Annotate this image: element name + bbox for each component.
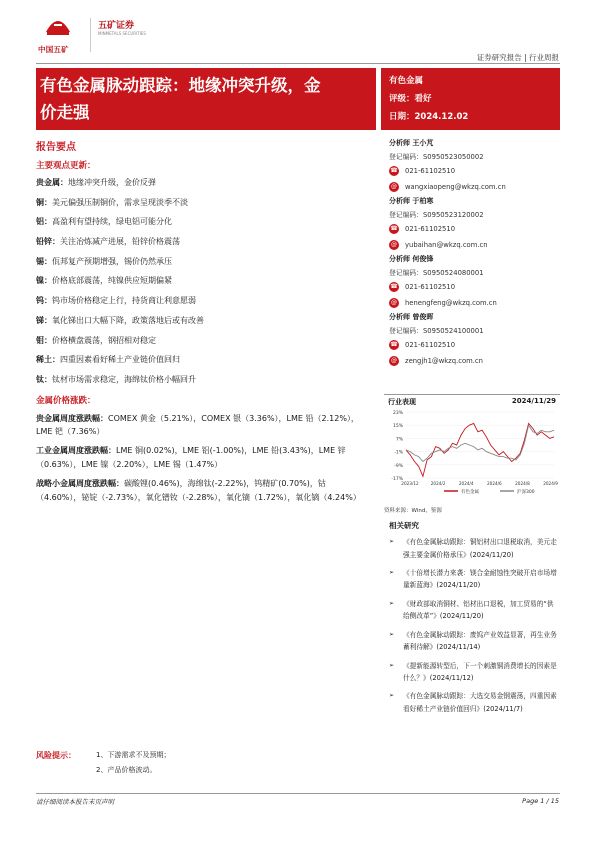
analyst-card [389,196,560,254]
price-change-category: 战略小金属周度涨跌幅： [36,478,124,488]
phone-icon: ☎ [390,167,398,174]
phone-icon: ☎ [390,225,398,232]
key-point-text: 钛材市场需求稳定，海绵钛价格小幅回升 [52,374,196,384]
analyst-email: wangxiaopeng@wkzq.com.cn [405,183,506,191]
key-point-item [36,315,368,327]
key-point-text: 氧化锑出口大幅下降，政策落地后或有改善 [52,315,204,325]
analyst-list [389,138,560,370]
risk-heading: 风险提示： [36,751,76,760]
key-point-item [36,236,368,248]
rating-box: 有色金属 评级：看好 日期：2024.12.02 [381,68,560,130]
related-report-item [389,629,560,654]
key-point-metal: 钼： [36,335,52,345]
rating: 看好 [414,94,432,104]
analyst-email-row [389,297,560,309]
industry-performance-chart [384,394,560,498]
price-heading: 金属价格涨跌： [36,395,96,406]
key-point-item [36,354,368,366]
key-point-metal: 锑： [36,315,52,325]
y-tick-label: -9% [394,463,403,469]
related-report-title: 《财政部取消铜材、铝材出口退税，加工贸易的“供给侧改革”》(2024/11/20) [403,599,554,621]
analyst-name: 分析师 于柏寒 [389,197,434,205]
arrow-right-icon: ➢ [389,692,395,700]
analyst-phone-row [389,223,560,235]
analyst-email: henengfeng@wkzq.com.cn [405,299,497,307]
arrow-right-icon: ➢ [389,538,395,545]
footer-disclaimer: 请仔细阅读本报告末页声明 [36,798,114,806]
key-point-item [36,177,368,189]
chart-date: 2024/11/29 [511,397,556,405]
related-report-title: 《有色金属脉动跟踪：铜铝材出口退税取消，美元走强主要金属价格承压》(2024/11/20) [403,538,557,559]
key-point-metal: 钛： [36,374,52,384]
related-report-title: 《提新能源转型后，下一个刺激铜消费增长的因素是什么？》(2024/11/12) [403,661,557,683]
key-point-item [36,374,368,386]
related-report-item [389,660,560,685]
analyst-registration: 登记编码：S0950523050002 [389,153,484,161]
chart-source: 资料来源：Wind，鉴源 [384,508,442,514]
price-change-list [36,412,368,505]
securities-name-en: MINMETALS SECURITIES [98,31,146,36]
x-tick-label: 2024/6 [486,481,502,486]
key-point-metal: 铅锌： [36,237,60,247]
performance-line-chart [384,408,560,498]
page-number: Page 1 / 15 [522,797,559,805]
analyst-name: 分析师 王小芃 [389,139,434,147]
arrow-right-icon: ➢ [389,599,395,607]
key-point-text: 价格横盘震荡，钢招相对稳定 [52,335,156,345]
related-research-heading: 相关研究 [389,521,419,530]
key-point-item [36,335,368,347]
key-point-text: 钨市场价格稳定上行，持货商让利意愿弱 [52,296,196,306]
analyst-name: 分析师 何俊锋 [389,255,434,263]
analyst-email-row [389,355,560,367]
logo-name: 中国五矿 [38,45,69,54]
analyst-card [389,254,560,312]
price-change-category: 工业金属周度涨跌幅： [36,446,116,456]
analyst-email: yubaihan@wkzq.com.cn [405,241,488,249]
x-tick-label: 2024/4 [458,481,474,486]
analyst-card [389,312,560,370]
securities-name: 五矿证券 [98,21,135,31]
x-tick-label: 2024/9 [543,481,558,486]
key-points-list [36,177,368,386]
key-point-metal: 镍： [36,276,52,286]
analyst-email-row [389,239,560,251]
summary-heading: 报告要点 [36,142,76,153]
y-tick-label: -17% [391,477,403,482]
key-point-metal: 铝： [36,217,52,227]
report-title: 有色金属脉动跟踪：地缘冲突升级，金 价走强 [36,68,376,130]
analyst-registration: 登记编码：S0950524100001 [389,327,484,335]
related-report-item [389,690,560,715]
key-point-metal: 锡： [36,256,52,266]
chart-title: 行业表现 [388,398,416,406]
related-report-title: 《有色金属脉动跟踪：大选交易金钢震荡，四重因素看好稀土产业链价值回归》(2024/11/7) [403,692,557,713]
price-change-item [36,477,368,505]
key-point-text: 四重因素看好稀土产业链价值回归 [60,355,180,365]
analyst-phone-row [389,281,560,293]
arrow-right-icon: ➢ [389,630,395,638]
related-report-item [389,536,560,561]
summary-column [36,138,368,509]
key-point-text: 美元偏强压制铜价，需求呈现淡季不淡 [52,197,188,207]
analyst-card [389,138,560,196]
analyst-email-row [389,181,560,193]
key-point-text: 佤邦复产预期增强，锡价仍然承压 [52,256,172,266]
arrow-right-icon: ➢ [389,661,395,669]
price-change-category: 贵金属周度涨跌幅： [36,413,108,423]
y-tick-label: -1% [394,450,403,456]
y-tick-label: 23% [392,411,403,416]
price-change-text: 碳酸锂(0.46%)，海绵钛(-2.22%)，钨精矿(0.70%)，钴（4.60%），铋锭（-2.73%），氧化镨钕（-2.28%），氧化镝（1.72%），氧化镝（4.24%） [36,478,361,502]
analyst-phone: 021-61102510 [405,167,456,175]
email-icon: @ [391,183,397,190]
related-report-title: 《有色金属脉动跟踪：废钨产业效益显著，再生业务蓄利待解》(2024/11/14) [403,630,557,652]
analyst-name: 分析师 曾俊晖 [389,313,434,321]
industry-name: 有色金属 [389,76,424,86]
analyst-registration: 登记编码：S0950523120002 [389,211,484,219]
y-tick-label: 7% [395,437,403,443]
key-point-item [36,256,368,268]
key-point-text: 地缘冲突升级，金价反弹 [68,178,156,187]
key-point-metal: 稀土： [36,355,60,365]
key-point-text: 高盈利有望持续，绿电铝可能分化 [52,217,172,227]
key-point-item [36,275,368,287]
company-logo [36,14,166,58]
analyst-phone: 021-61102510 [405,283,456,291]
price-change-text: COMEX 黄金（5.21%），COMEX 银（3.36%），LME 铅（2.12%），LME 钯（7.36%） [36,413,359,437]
key-point-text: 关注冶炼减产进展，铅锌价格震荡 [60,237,180,247]
price-change-text: LME 铜(0.02%)，LME 铝(-1.00%)，LME 铅(3.43%)，LME 锌（0.63%），LME 镍（2.20%），LME 锡（1.47%） [36,446,346,469]
key-point-item [36,197,368,209]
key-point-metal: 铜： [36,197,52,207]
email-icon: @ [391,241,397,248]
analyst-email: zengjh1@wkzq.com.cn [405,357,483,365]
email-icon: @ [391,357,397,364]
x-tick-label: 2023/12 [401,481,419,486]
key-point-metal: 贵金属： [36,178,68,187]
minmetals-logo-icon [44,14,72,38]
analyst-registration: 登记编码：S0950524080001 [389,269,484,277]
risk-item: 2、产品价格波动。 [96,766,157,774]
analyst-phone-row [389,339,560,351]
key-point-item [36,216,368,228]
analyst-phone-row [389,165,560,177]
related-research-list [389,536,560,721]
related-report-title: 《十倍增长潜力来袭：镁合金耐蚀性突破开启市场增量新蓝海》(2024/11/20) [403,568,557,590]
analyst-phone: 021-61102510 [405,225,456,233]
related-report-item [389,567,560,592]
risk-item: 1、下游需求不及预期； [96,751,171,759]
arrow-right-icon: ➢ [389,568,395,576]
series-line [406,424,554,477]
key-point-item [36,295,368,307]
report-type: 证券研究报告 | 行业周报 [476,53,559,62]
x-tick-label: 2024/8 [515,481,530,486]
related-report-item [389,598,560,623]
email-icon: @ [391,299,397,306]
phone-icon: ☎ [390,341,398,348]
analyst-phone: 021-61102510 [405,341,456,349]
key-point-metal: 钨： [36,296,52,306]
legend-label: 沪深300 [517,490,535,495]
price-change-item [36,412,368,440]
key-point-text: 价格底部震荡，纯镍供应短期偏紧 [52,276,172,286]
price-change-item [36,444,368,472]
report-date: 2024.12.02 [414,112,469,122]
legend-label: 有色金属 [461,490,479,495]
y-tick-label: 15% [392,424,403,430]
key-points-heading: 主要观点更新： [36,161,96,171]
phone-icon: ☎ [390,283,398,290]
x-tick-label: 2024/2 [430,481,446,486]
